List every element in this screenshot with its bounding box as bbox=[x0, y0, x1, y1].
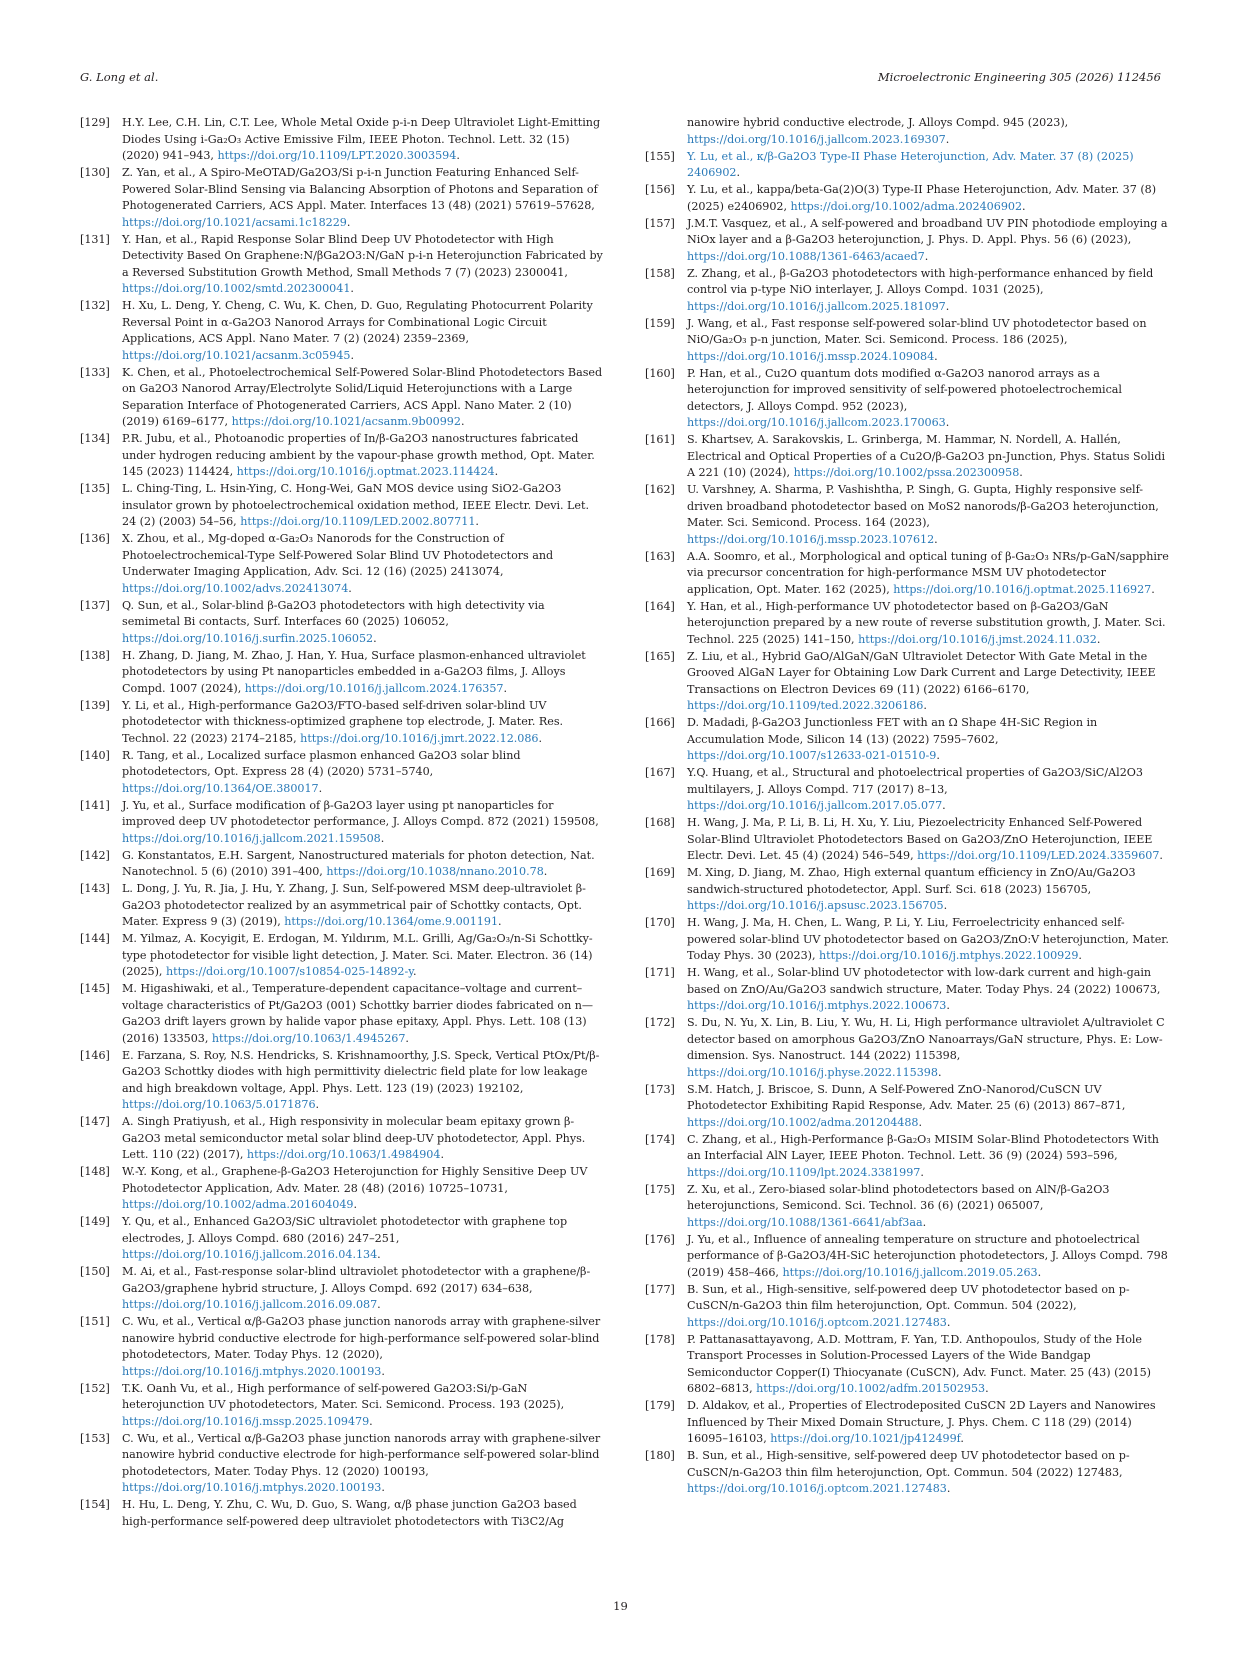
doi-link[interactable]: https://doi.org/10.1016/j.jmst.2024.11.032 bbox=[858, 632, 1097, 646]
reference-end: . bbox=[943, 899, 948, 912]
reference-number: [148] bbox=[80, 1165, 110, 1178]
reference-text: W.-Y. Kong, et al., Graphene-β-Ga2O3 Heterojunction for Highly Sensitive Deep UV Photodetector Application, Adv. Mater. 28 (48) (2016) 10725–10731, bbox=[122, 1165, 588, 1195]
reference-number: [152] bbox=[80, 1381, 110, 1395]
reference-end: . bbox=[543, 865, 548, 878]
reference-end: . bbox=[538, 731, 543, 745]
reference-number: [135] bbox=[80, 482, 110, 495]
reference-end: . bbox=[1022, 199, 1026, 213]
reference-item bbox=[80, 1164, 606, 1214]
reference-end: . bbox=[369, 1414, 373, 1428]
reference-end: . bbox=[985, 1382, 989, 1395]
doi-link[interactable]: https://doi.org/10.1016/j.jallcom.2016.04.134 bbox=[122, 1248, 378, 1261]
doi-link[interactable]: https://doi.org/10.1007/s10854-025-14892-y bbox=[165, 965, 414, 978]
reference-item bbox=[80, 798, 606, 848]
reference-end: . bbox=[503, 681, 508, 695]
doi-link[interactable]: https://doi.org/10.1016/j.jallcom.2023.169307 bbox=[687, 132, 946, 146]
reference-number: [170] bbox=[645, 916, 675, 929]
reference-end: . bbox=[377, 1298, 381, 1311]
reference-end: . bbox=[918, 1115, 923, 1129]
reference-end: . bbox=[942, 799, 946, 812]
reference-number: [173] bbox=[645, 1082, 675, 1096]
reference-item bbox=[80, 1314, 606, 1380]
reference-number: [145] bbox=[80, 982, 110, 995]
reference-end: . bbox=[475, 515, 479, 528]
reference-text: J. Wang, et al., Fast response self-powered solar-blind UV photodetector based on NiO/Ga₂O₃ p-n junction, Mater. Sci. Semicond. Process. 186 (2025), bbox=[687, 316, 1147, 346]
reference-item bbox=[645, 1015, 1170, 1081]
reference-end: . bbox=[377, 1248, 381, 1261]
reference-end: . bbox=[381, 1481, 385, 1494]
reference-item bbox=[80, 848, 606, 881]
reference-item bbox=[80, 531, 606, 597]
reference-number: [153] bbox=[80, 1431, 110, 1445]
doi-link[interactable]: https://doi.org/10.1109/LPT.2020.3003594 bbox=[217, 149, 457, 162]
reference-end: . bbox=[380, 831, 385, 845]
reference-item bbox=[80, 481, 606, 531]
reference-text: B. Sun, et al., High-sensitive, self-powered deep UV photodetector based on p-CuSCN/n-Ga2O3 thin film heterojunction, Opt. Commun. 504 (2022) 127483, bbox=[687, 1449, 1130, 1479]
reference-text: R. Tang, et al., Localized surface plasmon enhanced Ga2O3 solar blind photodetectors, Opt. Express 28 (4) (2020) 5731–5740, bbox=[122, 748, 521, 778]
reference-item bbox=[645, 115, 1170, 148]
doi-link[interactable]: https://doi.org/10.1364/OE.380017 bbox=[122, 781, 319, 795]
doi-link[interactable]: https://doi.org/10.1109/LED.2024.3359607 bbox=[917, 849, 1160, 862]
reference-end: . bbox=[945, 299, 950, 313]
reference-text: D. Madadi, β-Ga2O3 Junctionless FET with an Ω Shape 4H-SiC Region in Accumulation Mode, Silicon 14 (13) (2022) 7595–7602, bbox=[687, 716, 1098, 746]
reference-end: . bbox=[946, 999, 950, 1012]
reference-text: D. Aldakov, et al., Properties of Electrodeposited CuSCN 2D Layers and Nanowires Influenced by Their Mixed Domain Structure, J. Phys. Chem. C 118 (29) (2014) 16095–16103, bbox=[687, 1399, 1156, 1445]
reference-text: X. Zhou, et al., Mg-doped α-Ga₂O₃ Nanorods for the Construction of Photoelectrochemical-Type Self-Powered Solar Blind UV Photodetectors and Underwater Imaging Application, Adv. Sci. 12 (16) (2025) 2413074, bbox=[122, 532, 554, 578]
reference-end: . bbox=[353, 1198, 358, 1211]
reference-item bbox=[80, 1381, 606, 1431]
reference-end: . bbox=[934, 349, 938, 363]
doi-link[interactable]: https://doi.org/10.1016/j.physe.2022.115398 bbox=[687, 1065, 938, 1079]
reference-text: Y. Qu, et al., Enhanced Ga2O3/SiC ultraviolet photodetector with graphene top electrodes, J. Alloys Compd. 680 (2016) 247–251, bbox=[122, 1215, 568, 1245]
reference-item bbox=[645, 182, 1170, 215]
reference-end: . bbox=[373, 631, 377, 645]
reference-text: P. Han, et al., Cu2O quantum dots modified α-Ga2O3 nanorod arrays as a heterojunction for improved sensitivity of self-powered photoelectrochemical detectors, J. Alloys Compd. 952 (2023), bbox=[687, 366, 1122, 413]
reference-number: [177] bbox=[645, 1282, 675, 1296]
doi-link[interactable]: https://doi.org/10.1002/advs.202413074 bbox=[122, 581, 349, 595]
reference-number: [142] bbox=[80, 848, 110, 862]
doi-link[interactable]: https://doi.org/10.1016/j.jmrt.2022.12.086 bbox=[300, 731, 539, 745]
reference-end: . bbox=[960, 1432, 964, 1445]
doi-link[interactable]: https://doi.org/10.1016/j.optmat.2023.114424 bbox=[236, 465, 495, 478]
reference-item bbox=[645, 599, 1170, 649]
reference-end: . bbox=[381, 1364, 385, 1378]
reference-number: [179] bbox=[645, 1399, 675, 1412]
reference-text: G. Konstantatos, E.H. Sargent, Nanostructured materials for photon detection, Nat. Nanotechnol. 5 (6) (2010) 391–400, bbox=[122, 848, 595, 878]
reference-number: [151] bbox=[80, 1315, 110, 1328]
reference-number: [144] bbox=[80, 932, 110, 945]
reference-end: . bbox=[934, 532, 938, 546]
reference-end: . bbox=[946, 1315, 951, 1329]
reference-text: Y.Q. Huang, et al., Structural and photoelectrical properties of Ga2O3/SiC/Al2O3 multilayers, J. Alloys Compd. 717 (2017) 8–13, bbox=[687, 766, 1143, 796]
reference-text: nanowire hybrid conductive electrode, J. Alloys Compd. 945 (2023), bbox=[687, 116, 1069, 129]
reference-number: [175] bbox=[645, 1182, 675, 1196]
reference-item bbox=[80, 931, 606, 981]
reference-text: Q. Sun, et al., Solar-blind β-Ga2O3 photodetectors with high detectivity via semimetal Bi contacts, Surf. Interfaces 60 (2025) 106052, bbox=[122, 598, 545, 628]
reference-text: S.M. Hatch, J. Briscoe, S. Dunn, A Self-Powered ZnO-Nanorod/CuSCN UV Photodetector Exhibiting Rapid Response, Adv. Mater. 25 (6) (2013) 867–871, bbox=[687, 1082, 1126, 1112]
reference-text: M. Yilmaz, A. Kocyigit, E. Erdogan, M. Yıldırım, M.L. Grilli, Ag/Ga₂O₃/n-Si Schottky-type photodetector for visible light detection, J. Mater. Sci. Mater. Electron. 36 (14) (2025), bbox=[122, 932, 593, 978]
doi-link[interactable]: https://doi.org/10.1109/ted.2022.3206186 bbox=[687, 699, 924, 712]
doi-link[interactable]: https://doi.org/10.1016/j.mtphys.2022.100929 bbox=[819, 949, 1079, 962]
reference-number: [147] bbox=[80, 1115, 110, 1128]
doi-link[interactable]: https://doi.org/10.1088/1361-6463/acaed7 bbox=[687, 249, 925, 263]
reference-item bbox=[80, 698, 606, 748]
reference-text: T.K. Oanh Vu, et al., High performance of self-powered Ga2O3:Si/p-GaN heterojunction UV photodetectors, Mater. Sci. Semicond. Process. 193 (2025), bbox=[122, 1381, 565, 1411]
reference-end: . bbox=[348, 581, 352, 595]
reference-text: H. Zhang, D. Jiang, M. Zhao, J. Han, Y. Hua, Surface plasmon-enhanced ultraviolet photodetectors by using Pt nanoparticles embedded in a-Ga2O3 films, J. Alloys Compd. 1007 (2024), bbox=[122, 648, 586, 695]
reference-number: [156] bbox=[645, 183, 675, 196]
reference-end: . bbox=[1037, 1265, 1042, 1279]
reference-end: . bbox=[498, 915, 502, 928]
reference-end: . bbox=[1019, 466, 1023, 479]
reference-number: [158] bbox=[645, 266, 675, 280]
doi-link[interactable]: https://doi.org/10.1002/smtd.202300041 bbox=[122, 282, 351, 295]
reference-item bbox=[80, 881, 606, 931]
reference-item bbox=[80, 115, 606, 165]
reference-item bbox=[80, 648, 606, 698]
doi-link[interactable]: https://doi.org/10.1016/j.jallcom.2023.170063 bbox=[687, 416, 946, 429]
reference-item bbox=[645, 715, 1170, 765]
reference-item bbox=[645, 1398, 1170, 1448]
reference-number: [133] bbox=[80, 365, 110, 379]
reference-text: H. Hu, L. Deng, Y. Zhu, C. Wu, D. Guo, S. Wang, α/β phase junction Ga2O3 based high-performance self-powered deep ultraviolet photodetectors with Ti3C2/Ag bbox=[122, 1498, 577, 1528]
doi-link[interactable]: https://doi.org/10.1016/j.optmat.2025.116927 bbox=[893, 582, 1152, 596]
reference-text: S. Du, N. Yu, X. Lin, B. Liu, Y. Wu, H. Li, High performance ultraviolet A/ultraviolet C detector based on amorphous Ga2O3/ZnO Nanoarrays/GaN structure, Phys. E: Low-dimension. Sys. Nanostruct. 144 (2022) 115398, bbox=[687, 1016, 1165, 1062]
doi-link[interactable]: https://doi.org/10.1109/LED.2002.807711 bbox=[240, 515, 476, 528]
reference-number: [143] bbox=[80, 882, 110, 895]
reference-item bbox=[80, 431, 606, 481]
doi-link[interactable]: https://doi.org/10.1021/acsanm.9b00992 bbox=[231, 415, 461, 428]
reference-end: . bbox=[350, 282, 354, 295]
reference-number: [154] bbox=[80, 1498, 110, 1511]
doi-link[interactable]: https://doi.org/10.1016/j.mtphys.2020.100193 bbox=[122, 1481, 382, 1494]
reference-item bbox=[645, 266, 1170, 316]
reference-text: P. Pattanasattayavong, A.D. Mottram, F. Yan, T.D. Anthopoulos, Study of the Hole Transport Processes in Solution-Processed Layers of the Wide Bandgap Semiconductor Copper(I) Thiocyanate (CuSCN), Adv. Funct. Mater. 25 (43) (2015) 6802–6813, bbox=[687, 1332, 1152, 1395]
reference-number: [146] bbox=[80, 1048, 110, 1062]
reference-number: [171] bbox=[645, 966, 675, 979]
reference-item bbox=[80, 981, 606, 1047]
reference-text: J. Yu, et al., Surface modification of β-Ga2O3 layer using pt nanoparticles for improved deep UV photodetector performance, J. Alloys Compd. 872 (2021) 159508, bbox=[122, 798, 599, 828]
reference-text: Y. Li, et al., High-performance Ga2O3/FTO-based self-driven solar-blind UV photodetector with thickness-optimized graphene top electrode, J. Mater. Res. Technol. 22 (2023) 2174–2185, bbox=[122, 698, 564, 745]
doi-link[interactable]: https://doi.org/10.1016/j.mtphys.2020.100193 bbox=[122, 1364, 382, 1378]
reference-item bbox=[645, 1232, 1170, 1282]
reference-end: . bbox=[440, 1148, 444, 1161]
reference-number: [174] bbox=[645, 1132, 675, 1146]
reference-end: . bbox=[405, 1031, 409, 1045]
doi-link[interactable]: https://doi.org/10.1002/adfm.201502953 bbox=[756, 1382, 986, 1395]
reference-item bbox=[645, 482, 1170, 548]
reference-number: [137] bbox=[80, 598, 110, 612]
reference-end: . bbox=[1078, 949, 1082, 962]
reference-item bbox=[80, 298, 606, 364]
doi-link[interactable]: https://doi.org/10.1063/5.0171876 bbox=[122, 1098, 316, 1111]
reference-number: [166] bbox=[645, 716, 675, 729]
reference-end: . bbox=[456, 149, 460, 162]
reference-item bbox=[645, 1282, 1170, 1332]
reference-number: [140] bbox=[80, 748, 110, 762]
reference-end: . bbox=[1096, 632, 1101, 646]
reference-item bbox=[645, 366, 1170, 432]
reference-end: . bbox=[945, 416, 950, 429]
reference-item bbox=[645, 865, 1170, 915]
reference-item bbox=[80, 1264, 606, 1314]
reference-end: . bbox=[494, 465, 499, 478]
reference-item bbox=[645, 915, 1170, 965]
doi-link[interactable]: https://doi.org/10.1021/jp412499f bbox=[770, 1432, 961, 1445]
reference-text: H. Wang, et al., Solar-blind UV photodetector with low-dark current and high-gain based on ZnO/Au/Ga2O3 sandwich structure, Mater. Today Phys. 24 (2022) 100673, bbox=[687, 966, 1161, 996]
reference-text: J.M.T. Vasquez, et al., A self-powered and broadband UV PIN photodiode employing a NiOx layer and a β-Ga2O3 heterojunction, J. Phys. D. Appl. Phys. 56 (6) (2023), bbox=[687, 216, 1168, 246]
reference-end: . bbox=[460, 415, 465, 428]
reference-end: . bbox=[922, 1215, 927, 1229]
reference-end: . bbox=[1159, 849, 1163, 862]
reference-end: . bbox=[924, 249, 929, 263]
reference-number: [165] bbox=[645, 649, 675, 663]
reference-item bbox=[80, 748, 606, 798]
doi-link[interactable]: https://doi.org/10.1016/j.mtphys.2022.100673 bbox=[687, 999, 947, 1012]
reference-text: C. Zhang, et al., High-Performance β-Ga₂O₃ MISIM Solar-Blind Photodetectors With an Interfacial AlN Layer, IEEE Photon. Technol. Lett. 36 (9) (2024) 593–596, bbox=[687, 1132, 1159, 1162]
reference-number: [138] bbox=[80, 648, 110, 662]
doi-link[interactable]: Y. Lu, et al., κ/β-Ga2O3 Type-II Phase Heterojunction, Adv. Mater. 37 (8) (2025) 2406902 bbox=[687, 149, 1134, 179]
reference-number: [149] bbox=[80, 1215, 110, 1228]
doi-link[interactable]: https://doi.org/10.1007/s12633-021-01510-9 bbox=[687, 749, 937, 762]
page-number: 19 bbox=[613, 1599, 628, 1613]
reference-text: Y. Han, et al., High-performance UV photodetector based on β-Ga2O3/GaN heterojunction prepared by a new route of reverse substitution growth, J. Mater. Sci. Technol. 225 (2025) 141–150, bbox=[687, 599, 1166, 646]
reference-item bbox=[645, 815, 1170, 865]
doi-link[interactable]: https://doi.org/10.1016/j.apsusc.2023.156705 bbox=[687, 899, 944, 912]
doi-link[interactable]: https://doi.org/10.1038/nnano.2010.78 bbox=[326, 865, 544, 878]
doi-link[interactable]: https://doi.org/10.1002/pssa.202300958 bbox=[793, 466, 1020, 479]
reference-number: [167] bbox=[645, 766, 675, 779]
doi-link[interactable]: https://doi.org/10.1016/j.jallcom.2017.05.077 bbox=[687, 799, 943, 812]
reference-number: [129] bbox=[80, 116, 110, 129]
reference-item bbox=[645, 149, 1170, 182]
reference-end: . bbox=[315, 1098, 320, 1111]
reference-end: . bbox=[736, 166, 741, 179]
reference-end: . bbox=[945, 132, 950, 146]
running-header-journal: Microelectronic Engineering 305 (2026) 112456 bbox=[877, 70, 1161, 84]
reference-text: C. Wu, et al., Vertical α/β-Ga2O3 phase junction nanorods array with graphene-silver nanowire hybrid conductive electrode for high-performance self-powered solar-blind photodetectors, Mater. Today Phys. 12 (2020) 100193, bbox=[122, 1431, 601, 1478]
reference-text: Z. Liu, et al., Hybrid GaO/AlGaN/GaN Ultraviolet Detector With Gate Metal in the Grooved AlGaN Layer for Obtaining Low Dark Current and Large Detectivity, IEEE Transactions on Electron Devices 69 (11) (2022) 6166–6170, bbox=[687, 649, 1156, 696]
reference-text: K. Chen, et al., Photoelectrochemical Self-Powered Solar-Blind Photodetectors Based on Ga2O3 Nanorod Array/Electrolyte Solid/Liquid Heterojunctions with a Large Separation Interface of Photogenerated Carriers, ACS Appl. Nano Mater. 2 (10) (2019) 6169–6177, bbox=[122, 365, 603, 428]
reference-item bbox=[80, 1114, 606, 1164]
reference-number: [130] bbox=[80, 166, 110, 179]
reference-end: . bbox=[923, 699, 927, 712]
reference-end: . bbox=[920, 1165, 924, 1179]
doi-link[interactable]: https://doi.org/10.1002/adma.201604049 bbox=[122, 1198, 354, 1211]
reference-number: [139] bbox=[80, 698, 110, 712]
doi-link[interactable]: https://doi.org/10.1088/1361-6641/abf3aa bbox=[687, 1215, 923, 1229]
references-column-left bbox=[80, 115, 606, 1531]
running-header-authors: G. Long et al. bbox=[80, 70, 159, 84]
doi-link[interactable]: https://doi.org/10.1016/j.jallcom.2016.09.087 bbox=[122, 1298, 378, 1311]
reference-text: J. Yu, et al., Influence of annealing temperature on structure and photoelectrical performance of β-Ga2O3/4H-SiC heterojunction photodetectors, J. Alloys Compd. 798 (2019) 458–466, bbox=[687, 1232, 1168, 1279]
reference-number: [178] bbox=[645, 1332, 675, 1346]
reference-item bbox=[645, 765, 1170, 815]
reference-item bbox=[80, 165, 606, 231]
reference-text: H. Wang, J. Ma, H. Chen, L. Wang, P. Li, Y. Liu, Ferroelectricity enhanced self-powered solar-blind UV photodetector based on Ga2O3/ZnO:V heterojunction, Mater. Today Phys. 30 (2023), bbox=[687, 916, 1169, 962]
doi-link[interactable]: https://doi.org/10.1063/1.4984904 bbox=[246, 1148, 441, 1161]
reference-item bbox=[645, 649, 1170, 715]
reference-number: [141] bbox=[80, 798, 110, 812]
reference-end: . bbox=[937, 1065, 942, 1079]
reference-item bbox=[80, 598, 606, 648]
reference-text: H.Y. Lee, C.H. Lin, C.T. Lee, Whole Metal Oxide p-i-n Deep Ultraviolet Light-Emitting Diodes Using i-Ga₂O₃ Active Emissive Film, IEEE Photon. Technol. Lett. 32 (15) (2020) 941–943, bbox=[122, 116, 601, 162]
reference-number: [172] bbox=[645, 1016, 675, 1029]
reference-text: H. Wang, J. Ma, P. Li, B. Li, H. Xu, Y. Liu, Piezoelectricity Enhanced Self-Powered Solar-Blind Ultraviolet Photodetectors Based on Ga2O3/ZnO Heterojunction, IEEE Electr. Devi. Let. 45 (4) (2024) 546–549, bbox=[687, 816, 1153, 862]
reference-text: M. Xing, D. Jiang, M. Zhao, High external quantum efficiency in ZnO/Au/Ga2O3 sandwich-structured photodetector, Appl. Surf. Sci. 618 (2023) 156705, bbox=[687, 866, 1136, 896]
reference-number: [160] bbox=[645, 366, 675, 380]
doi-link[interactable]: https://doi.org/10.1016/j.surfin.2025.106052 bbox=[122, 631, 374, 645]
reference-number: [176] bbox=[645, 1232, 675, 1246]
reference-number: [132] bbox=[80, 299, 110, 312]
reference-number: [161] bbox=[645, 433, 675, 446]
doi-link[interactable]: https://doi.org/10.1002/adma.201204488 bbox=[687, 1115, 919, 1129]
reference-end: . bbox=[413, 965, 417, 978]
reference-item bbox=[645, 1332, 1170, 1398]
reference-text: P.R. Jubu, et al., Photoanodic properties of In/β-Ga2O3 nanostructures fabricated under hydrogen reducing ambient by the vapour-phase growth method, Opt. Mater. 145 (2023) 114424, bbox=[122, 432, 595, 478]
reference-text: A.A. Soomro, et al., Morphological and optical tuning of β-Ga₂O₃ NRs/p-GaN/sapphire via precursor concentration for high-performance MSM UV photodetector application, Opt. Mater. 162 (2025), bbox=[687, 549, 1169, 596]
reference-item bbox=[645, 1182, 1170, 1232]
reference-number: [159] bbox=[645, 316, 675, 330]
reference-item bbox=[645, 316, 1170, 366]
reference-end: . bbox=[318, 781, 323, 795]
reference-item bbox=[645, 1448, 1170, 1498]
reference-item bbox=[80, 1214, 606, 1264]
reference-number: [131] bbox=[80, 232, 110, 246]
doi-link[interactable]: https://doi.org/10.1016/j.mssp.2023.107612 bbox=[687, 532, 935, 546]
doi-link[interactable]: https://doi.org/10.1016/j.mssp.2025.109479 bbox=[122, 1414, 370, 1428]
reference-text: A. Singh Pratiyush, et al., High responsivity in molecular beam epitaxy grown β-Ga2O3 metal semiconductor metal solar blind deep-UV photodetector, Appl. Phys. Lett. 110 (22) (2017), bbox=[122, 1115, 586, 1161]
reference-end: . bbox=[946, 1482, 951, 1495]
reference-number: [168] bbox=[645, 816, 675, 829]
doi-link[interactable]: https://doi.org/10.1021/acsanm.3c05945 bbox=[122, 348, 351, 362]
doi-link[interactable]: https://doi.org/10.1016/j.jallcom.2021.159508 bbox=[122, 831, 381, 845]
reference-item bbox=[645, 1132, 1170, 1182]
reference-item bbox=[80, 1431, 606, 1497]
reference-text: Z. Yan, et al., A Spiro-MeOTAD/Ga2O3/Si p-i-n Junction Featuring Enhanced Self-Powered Solar-Blind Sensing via Balancing Absorption of Photons and Separation of Photogenerated Carriers, ACS Appl. Mater. Interfaces 13 (48) (2021) 57619–57628, bbox=[122, 166, 598, 212]
reference-number: [163] bbox=[645, 549, 675, 563]
reference-end: . bbox=[350, 348, 354, 362]
reference-text: Y. Lu, et al., kappa/beta-Ga(2)O(3) Type-II Phase Heterojunction, Adv. Mater. 37 (8) (2025) e2406902, bbox=[687, 183, 1157, 213]
reference-text: Y. Han, et al., Rapid Response Solar Blind Deep UV Photodetector with High Detectivity Based On Graphene:N/βGa2O3:N/GaN p-i-n Heterojunction Fabricated by a Reversed Substitution Growth Method, Small Methods 7 (7) (2023) 2300041, bbox=[122, 232, 603, 279]
reference-item bbox=[645, 549, 1170, 599]
doi-link[interactable]: https://doi.org/10.1016/j.mssp.2024.109084 bbox=[687, 349, 935, 363]
doi-link[interactable]: https://doi.org/10.1016/j.jallcom.2019.05.263 bbox=[782, 1265, 1038, 1279]
reference-end: . bbox=[346, 215, 351, 229]
reference-number: [164] bbox=[645, 599, 675, 613]
reference-number: [157] bbox=[645, 216, 675, 230]
doi-link[interactable]: https://doi.org/10.1063/1.4945267 bbox=[211, 1031, 406, 1045]
reference-text: Z. Xu, et al., Zero-biased solar-blind photodetectors based on AlN/β-Ga2O3 heterojunctions, Semicond. Sci. Technol. 36 (6) (2021) 065007, bbox=[687, 1182, 1110, 1212]
reference-text: H. Xu, L. Deng, Y. Cheng, C. Wu, K. Chen, D. Guo, Regulating Photocurrent Polarity Reversal Point in α-Ga2O3 Nanorod Arrays for Combinational Logic Circuit Applications, ACS Appl. Nano Mater. 7 (2) (2024) 2359–2369, bbox=[122, 299, 593, 345]
reference-item bbox=[645, 216, 1170, 266]
reference-text: E. Farzana, S. Roy, N.S. Hendricks, S. Krishnamoorthy, J.S. Speck, Vertical PtOx/Pt/β-Ga2O3 Schottky diodes with high permittivity dielectric field plate for low leakage and high breakdown voltage, Appl. Phys. Lett. 123 (19) (2023) 192102, bbox=[122, 1048, 600, 1095]
reference-number: [180] bbox=[645, 1449, 675, 1462]
reference-number: [136] bbox=[80, 532, 110, 545]
reference-item bbox=[645, 432, 1170, 482]
reference-number: [150] bbox=[80, 1265, 110, 1278]
reference-text: L. Dong, J. Yu, R. Jia, J. Hu, Y. Zhang, J. Sun, Self-powered MSM deep-ultraviolet β-Ga2O3 photodetector realized by an asymmetrical pair of Schottky contacts, Opt. Mater. Express 9 (3) (2019), bbox=[122, 882, 586, 928]
reference-item bbox=[80, 365, 606, 431]
doi-link[interactable]: https://doi.org/10.1016/j.jallcom.2025.181097 bbox=[687, 299, 946, 313]
reference-text: S. Khartsev, A. Sarakovskis, L. Grinberga, M. Hammar, N. Nordell, A. Hallén, Electrical and Optical Properties of a Cu2O/β-Ga2O3 pn-Junction, Phys. Status Solidi A 221 (10) (2024), bbox=[687, 433, 1165, 479]
reference-number: [155] bbox=[645, 149, 675, 163]
reference-text: M. Higashiwaki, et al., Temperature-dependent capacitance–voltage and current–voltage characteristics of Pt/Ga2O3 (001) Schottky barrier diodes fabricated on n—Ga2O3 drift layers grown by halide vapor phase epitaxy, Appl. Phys. Lett. 108 (13) (2016) 133503, bbox=[122, 982, 594, 1045]
reference-number: [162] bbox=[645, 483, 675, 496]
reference-text: M. Ai, et al., Fast-response solar-blind ultraviolet photodetector with a graphene/β-Ga2O3/graphene hybrid structure, J. Alloys Compd. 692 (2017) 634–638, bbox=[122, 1265, 591, 1295]
doi-link[interactable]: https://doi.org/10.1016/j.optcom.2021.127483 bbox=[687, 1482, 947, 1495]
reference-text: B. Sun, et al., High-sensitive, self-powered deep UV photodetector based on p-CuSCN/n-Ga2O3 thin film heterojunction, Opt. Commun. 504 (2022), bbox=[687, 1282, 1130, 1312]
doi-link[interactable]: https://doi.org/10.1364/ome.9.001191 bbox=[284, 915, 499, 928]
reference-item bbox=[80, 232, 606, 298]
doi-link[interactable]: https://doi.org/10.1016/j.jallcom.2024.176357 bbox=[244, 681, 504, 695]
doi-link[interactable]: https://doi.org/10.1109/lpt.2024.3381997 bbox=[687, 1165, 921, 1179]
reference-item bbox=[645, 1082, 1170, 1132]
reference-number: [169] bbox=[645, 866, 675, 879]
references-column-right bbox=[645, 115, 1170, 1498]
reference-item bbox=[80, 1497, 606, 1530]
doi-link[interactable]: https://doi.org/10.1016/j.optcom.2021.127483 bbox=[687, 1315, 947, 1329]
reference-text: Z. Zhang, et al., β-Ga2O3 photodetectors with high-performance enhanced by field control via p-type NiO interlayer, J. Alloys Compd. 1031 (2025), bbox=[687, 266, 1154, 296]
reference-text: L. Ching-Ting, L. Hsin-Ying, C. Hong-Wei, GaN MOS device using SiO2-Ga2O3 insulator grown by photoelectrochemical oxidation method, IEEE Electr. Devi. Let. 24 (2) (2003) 54–56, bbox=[122, 482, 589, 528]
reference-text: C. Wu, et al., Vertical α/β-Ga2O3 phase junction nanorods array with graphene-silver nanowire hybrid conductive electrode for high-performance self-powered solar-blind photodetectors, Mater. Today Phys. 12 (2020), bbox=[122, 1315, 601, 1361]
reference-end: . bbox=[936, 749, 940, 762]
reference-text: U. Varshney, A. Sharma, P. Vashishtha, P. Singh, G. Gupta, Highly responsive self-driven broadband photodetector based on MoS2 nanorods/β-Ga2O3 heterojunction, Mater. Sci. Semicond. Process. 164 (2023), bbox=[687, 483, 1159, 529]
doi-link[interactable]: https://doi.org/10.1002/adma.202406902 bbox=[790, 199, 1023, 213]
doi-link[interactable]: https://doi.org/10.1021/acsami.1c18229 bbox=[122, 215, 347, 229]
reference-number: [134] bbox=[80, 432, 110, 445]
reference-item bbox=[80, 1048, 606, 1114]
reference-item bbox=[645, 965, 1170, 1015]
reference-end: . bbox=[1151, 582, 1155, 596]
